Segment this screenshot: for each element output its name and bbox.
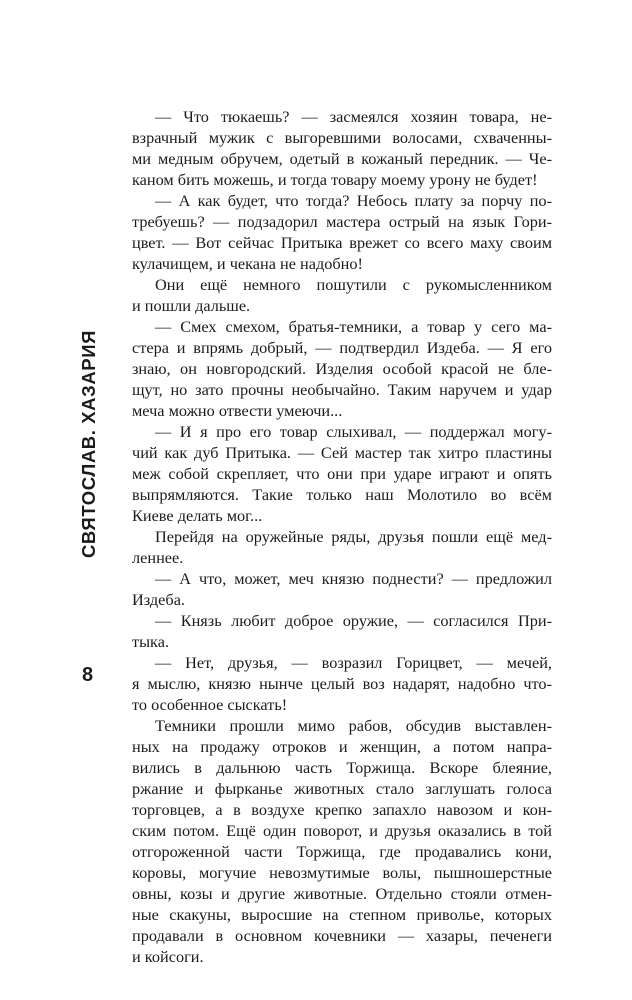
text-line: Киеве делать мог...: [132, 506, 263, 525]
text-line: Они ещё немного пошутили с рукомысленником: [155, 275, 552, 294]
text-line: меча можно отвести умеючи...: [132, 401, 343, 420]
text-line: — И я про его товар слыхивал, — поддержал могу-: [155, 422, 552, 441]
text-line: ные скакуны, выросшие на степном приволье, которых: [132, 905, 552, 924]
paragraph: [132, 610, 552, 652]
text-line: щут, но зато прочны необычайно. Таким наручем и удар: [132, 380, 552, 399]
paragraph: [132, 715, 552, 967]
text-line: выпрямляются. Такие только наш Молотило во всём: [132, 485, 552, 504]
text-line: вились в дальнюю часть Торжища. Вскоре блеяние,: [132, 758, 552, 777]
text-line: отгороженной части Торжища, где продавались кони,: [132, 842, 552, 861]
paragraph: [132, 106, 552, 190]
paragraph: [132, 190, 552, 274]
page-number: 8: [82, 664, 94, 686]
text-line: и пошли дальше.: [132, 296, 251, 315]
text-line: — Смех смехом, братья-темники, а товар у сего ма-: [155, 317, 552, 336]
paragraph: [132, 421, 552, 526]
text-line: — А как будет, что тогда? Небось плату за порчу по-: [155, 191, 552, 210]
text-line: ржание и фырканье животных стало заглушать голоса: [132, 779, 552, 798]
paragraph: [132, 526, 552, 568]
text-line: торговцев, а в воздухе крепко запахло навозом и кон-: [132, 800, 552, 819]
text-line: — Князь любит доброе оружие, — согласился При-: [155, 611, 552, 630]
paragraph: [132, 274, 552, 316]
text-line: Темники прошли мимо рабов, обсудив выставлен-: [155, 716, 552, 735]
text-line: и койсоги.: [132, 947, 204, 966]
paragraph: [132, 568, 552, 610]
paragraph: [132, 652, 552, 715]
text-line: овны, козы и другие животные. Отдельно стояли отмен-: [132, 884, 552, 903]
text-line: то особенное сыскать!: [132, 695, 288, 714]
text-line: ским потом. Ещё один поворот, и друзья оказались в той: [132, 821, 552, 840]
text-line: продавали в основном кочевники — хазары, печенеги: [132, 926, 552, 945]
text-line: знаю, он новгородский. Изделия особой красой не бле-: [132, 359, 552, 378]
text-line: коровы, могучие невозмутимые волы, пышношерстные: [132, 863, 552, 882]
text-line: тыка.: [132, 632, 170, 651]
running-head-text: СВЯТОСЛАВ. ХАЗАРИЯ: [78, 329, 99, 559]
text-line: требуешь? — подзадорил мастера острый на язык Гори-: [132, 212, 552, 231]
text-line: Перейдя на оружейные ряды, друзья пошли ещё мед-: [155, 527, 552, 546]
text-line: — Нет, друзья, — возразил Горицвет, — мечей,: [155, 653, 552, 672]
body-text: [132, 106, 552, 967]
text-line: взрачный мужик с выгоревшими волосами, схваченны-: [132, 128, 552, 147]
text-line: стера и впрямь добрый, — подтвердил Издеба. — Я его: [132, 338, 552, 357]
text-line: леннее.: [132, 548, 184, 567]
text-line: я мыслю, князю нынче целый воз надарят, надобно что-: [132, 674, 552, 693]
text-line: чий как дуб Притыка. — Сей мастер так хитро пластины: [132, 443, 552, 462]
text-line: — А что, может, меч князю поднести? — предложил: [155, 569, 552, 588]
paragraph: [132, 316, 552, 421]
text-line: цвет. — Вот сейчас Притыка врежет со всего маху своим: [132, 233, 552, 252]
text-line: кулачищем, и чекана не надобно!: [132, 254, 363, 273]
text-line: каном бить можешь, и тогда товару моему урону не будет!: [132, 170, 538, 189]
text-line: меж собой скрепляет, что они при ударе играют и опять: [132, 464, 552, 483]
text-line: ных на продажу отроков и женщин, а потом напра-: [132, 737, 552, 756]
text-line: — Что тюкаешь? — засмеялся хозяин товара, не-: [155, 107, 552, 126]
text-line: ми медным обручем, одетый в кожаный передник. — Че-: [132, 149, 552, 168]
text-line: Издеба.: [132, 590, 185, 609]
